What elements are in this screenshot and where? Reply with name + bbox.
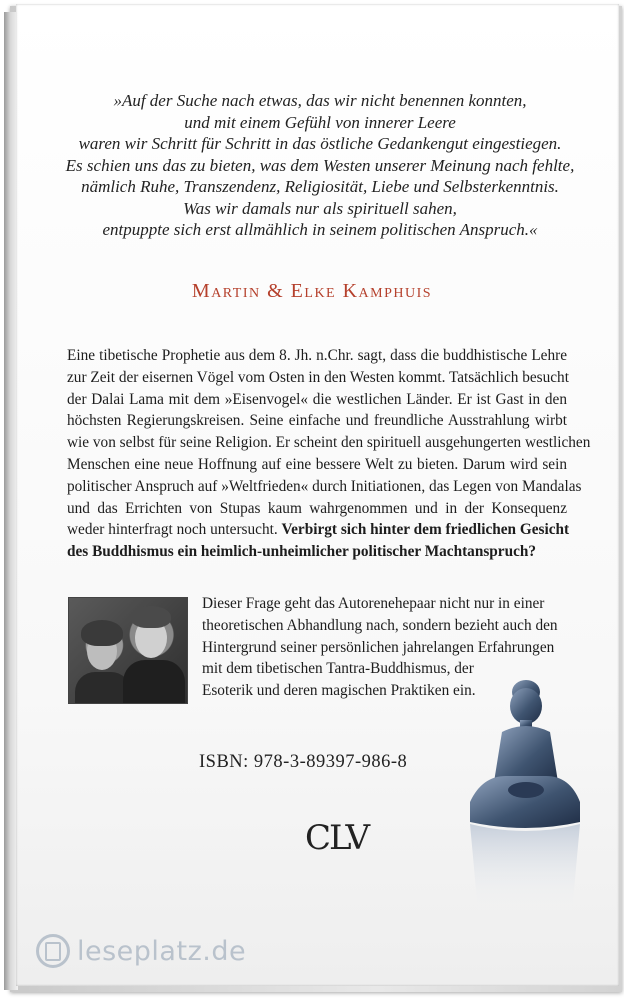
blurb-line: Menschen eine neue Hoffnung auf eine bessere Welt zu bieten. Darum wird sein: [67, 455, 567, 473]
quote-line: nämlich Ruhe, Transzendenz, Religiosität, Liebe und Selbsterkenntnis.: [81, 177, 559, 196]
publisher-logo: CLV: [305, 818, 369, 858]
blurb-line: höchsten Regierungskreisen. Seine einfache und freundliche Ausstrahlung wirbt: [67, 412, 567, 430]
watermark-text: leseplatz.de: [77, 935, 247, 967]
quote-line: »Auf der Suche nach etwas, das wir nicht benennen konnten,: [113, 91, 527, 110]
quote-line: Es schien uns das zu bieten, was dem Westen unserer Meinung nach fehlte,: [65, 155, 575, 175]
description-line: theoretischen Abhandlung nach, sondern bezieht auch den: [202, 616, 558, 634]
blurb-question: Verbirgt sich hinter dem friedlichen Gesicht: [281, 521, 570, 539]
quote-line: und mit einem Gefühl von innerer Leere: [184, 112, 456, 132]
quote-line: Was wir damals nur als spirituell sahen,: [183, 198, 457, 218]
author-photo: [68, 597, 188, 704]
description-line: Dieser Frage geht das Autorenehepaar nicht nur in einer: [202, 595, 545, 612]
isbn-number: ISBN: 978-3-89397-986-8: [199, 752, 408, 772]
blurb-line: zur Zeit der eisernen Vögel vom Osten in den Westen kommt. Tatsächlich besucht: [67, 368, 569, 386]
blurb-line: der Dalai Lama mit dem »Eisenvogel« die westlichen Länder. Er ist Gast in den: [67, 390, 567, 408]
blurb-line: wie von selbst für seine Religion. Er scheint den spirituell ausgehungerten westlichen: [67, 434, 591, 452]
blurb-line: [67, 519, 570, 541]
description-line: Esoterik und deren magischen Praktiken ein.: [202, 682, 476, 700]
quote-line: waren wir Schritt für Schritt in das östliche Gedankengut eingestiegen.: [78, 134, 562, 153]
blurb-plain-text: weder hinterfragt noch untersucht.: [67, 521, 282, 539]
blurb-line: Eine tibetische Prophetie aus dem 8. Jh. n.Chr. sagt, dass die buddhistische Lehre: [67, 347, 567, 364]
watermark: [36, 934, 246, 968]
quote-line: entpuppte sich erst allmählich in seinem politischen Anspruch.«: [102, 220, 538, 239]
blurb-question: des Buddhismus ein heimlich-unheimlicher politischer Machtanspruch?: [67, 543, 537, 561]
blurb-line: und das Errichten von Stupas kaum wahrgenommen und in der Konsequenz: [67, 499, 567, 517]
description-line: Hintergrund seiner persönlichen jahrelangen Erfahrungen: [202, 638, 555, 656]
blurb-text: [67, 345, 591, 563]
blurb-line: politischer Anspruch auf »Weltfrieden« durch Initiationen, das Legen von Mandalas: [67, 477, 582, 495]
author-names: Martin & Elke Kamphuis: [191, 280, 433, 302]
book-icon: [36, 934, 70, 968]
description-line: mit dem tibetischen Tantra-Buddhismus, der: [202, 660, 474, 678]
quote-block: [50, 90, 590, 241]
buddha-statue-image: [462, 672, 586, 932]
